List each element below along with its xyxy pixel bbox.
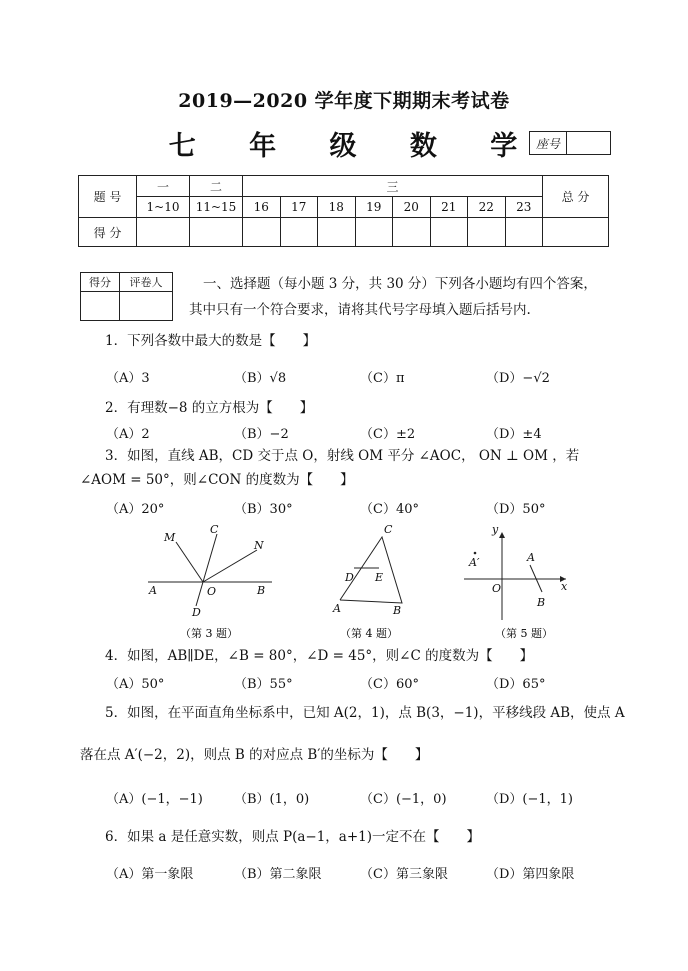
score-cell[interactable] [190,218,243,247]
label-y: y [492,523,499,536]
question-number-header: 题 号 [79,176,137,218]
label-a: A [527,551,535,564]
question-3-stem-line2: ∠AOM = 50°，则∠CON 的度数为【 】 [80,472,354,488]
score-cell[interactable] [430,218,468,247]
question-col: 19 [355,197,393,218]
label-o: O [207,585,217,598]
section-1-header: 一 [137,176,190,197]
question-3-stem-line1: 3．如图，直线 AB，CD 交于点 O，射线 OM 平分 ∠AOC， ON ⊥ OM ，若 [105,448,580,464]
exam-subtitle: 七 年 级 数 学 [168,131,540,162]
q6-option-b[interactable]: （B）第二象限 [234,867,322,882]
grader-name-field[interactable] [120,292,173,321]
label-c: C [384,523,393,536]
score-cell[interactable] [355,218,393,247]
label-b: B [537,596,546,609]
figure-5-caption: （第 5 题） [495,627,553,640]
score-table [78,175,609,247]
grader-score-field[interactable] [81,292,120,321]
score-row-label: 得 分 [79,218,137,247]
question-col: 18 [318,197,356,218]
q6-option-c[interactable]: （C）第三象限 [360,867,448,882]
q3-option-b[interactable]: （B）30° [234,502,293,517]
question-col: 16 [243,197,281,218]
q4-option-b[interactable]: （B）55° [234,677,293,692]
label-o: O [492,582,502,595]
q2-option-d[interactable]: （D）±4 [486,427,542,442]
section-2-header: 二 [190,176,243,197]
question-5-stem-line1: 5．如图，在平面直角坐标系中，已知 A(2，1)，点 B(3，−1)，平移线段 AB，使点 A [105,705,625,721]
q1-option-c[interactable]: （C）π [360,371,405,386]
question-col: 23 [505,197,543,218]
label-d: D [192,606,201,619]
label-d: D [345,571,354,584]
q5-option-b[interactable]: （B）(1，0) [234,792,310,807]
q6-option-d[interactable]: （D）第四象限 [486,867,575,882]
exam-title: 2019—2020 学年度下期期末考试卷 [178,90,510,112]
question-2-stem: 2．有理数−8 的立方根为【 】 [105,400,314,416]
seat-number-field[interactable] [567,132,610,154]
label-a: A [333,602,341,615]
figure-3 [140,520,280,645]
q1-option-b[interactable]: （B）√8 [234,371,287,386]
label-a: A [149,584,157,597]
q6-option-a[interactable]: （A）第一象限 [106,867,194,882]
label-c: C [210,523,219,536]
q5-option-a[interactable]: （A）(−1，−1) [106,792,203,807]
seat-label: 座号 [530,132,567,154]
section-3-header: 三 [243,176,543,197]
score-cell[interactable] [243,218,281,247]
label-a-prime: A′ [469,556,480,569]
label-n: N [254,539,264,552]
section1-intro-line1: 一、选择题（每小题 3 分，共 30 分）下列各小题均有四个答案， [203,276,597,292]
q1-option-a[interactable]: （A）3 [106,371,150,386]
question-col: 20 [393,197,431,218]
label-b: B [393,604,402,617]
score-cell[interactable] [318,218,356,247]
total-score-header: 总 分 [543,176,609,218]
score-cell[interactable] [280,218,318,247]
q4-option-d[interactable]: （D）65° [486,677,546,692]
q2-option-b[interactable]: （B）−2 [234,427,289,442]
grader-score-label: 得分 [81,273,120,292]
question-col: 21 [430,197,468,218]
q2-option-c[interactable]: （C）±2 [360,427,416,442]
q3-option-a[interactable]: （A）20° [106,502,165,517]
section1-intro-line2: 其中只有一个符合要求，请将其代号字母填入题后括号内. [189,302,531,318]
figure-5 [460,520,572,645]
question-col: 22 [468,197,506,218]
point-a-prime [474,552,477,555]
q4-option-a[interactable]: （A）50° [106,677,165,692]
range-2: 11~15 [190,197,243,218]
q1-option-d[interactable]: （D）−√2 [486,371,550,386]
figure-4 [330,520,420,645]
score-cell[interactable] [393,218,431,247]
range-1: 1~10 [137,197,190,218]
label-x: x [561,580,568,593]
grader-name-label: 评卷人 [120,273,173,292]
label-b: B [257,584,266,597]
q2-option-a[interactable]: （A）2 [106,427,150,442]
triangle-abc [340,537,402,603]
figure-3-caption: （第 3 题） [180,627,238,640]
figure-4-caption: （第 4 题） [340,627,398,640]
score-cell[interactable] [468,218,506,247]
y-axis-arrow [499,532,505,538]
q3-option-c[interactable]: （C）40° [360,502,419,517]
seat-number-box [529,131,611,155]
label-e: E [375,571,384,584]
question-1-stem: 1．下列各数中最大的数是【 】 [105,333,317,349]
question-6-stem: 6．如果 a 是任意实数，则点 P(a−1，a+1)一定不在【 】 [105,829,481,845]
q4-option-c[interactable]: （C）60° [360,677,419,692]
grader-box [80,272,173,321]
score-cell[interactable] [137,218,190,247]
ray-om [176,542,203,582]
question-4-stem: 4．如图，AB∥DE，∠B = 80°，∠D = 45°，则∠C 的度数为【 】 [105,648,534,664]
question-col: 17 [280,197,318,218]
score-cell[interactable] [505,218,543,247]
q5-option-c[interactable]: （C）(−1，0) [360,792,447,807]
question-5-stem-line2: 落在点 A′(−2，2)，则点 B 的对应点 B′的坐标为【 】 [80,747,429,763]
label-m: M [164,531,176,544]
score-cell[interactable] [543,218,609,247]
q3-option-d[interactable]: （D）50° [486,502,546,517]
q5-option-d[interactable]: （D）(−1，1) [486,792,574,807]
